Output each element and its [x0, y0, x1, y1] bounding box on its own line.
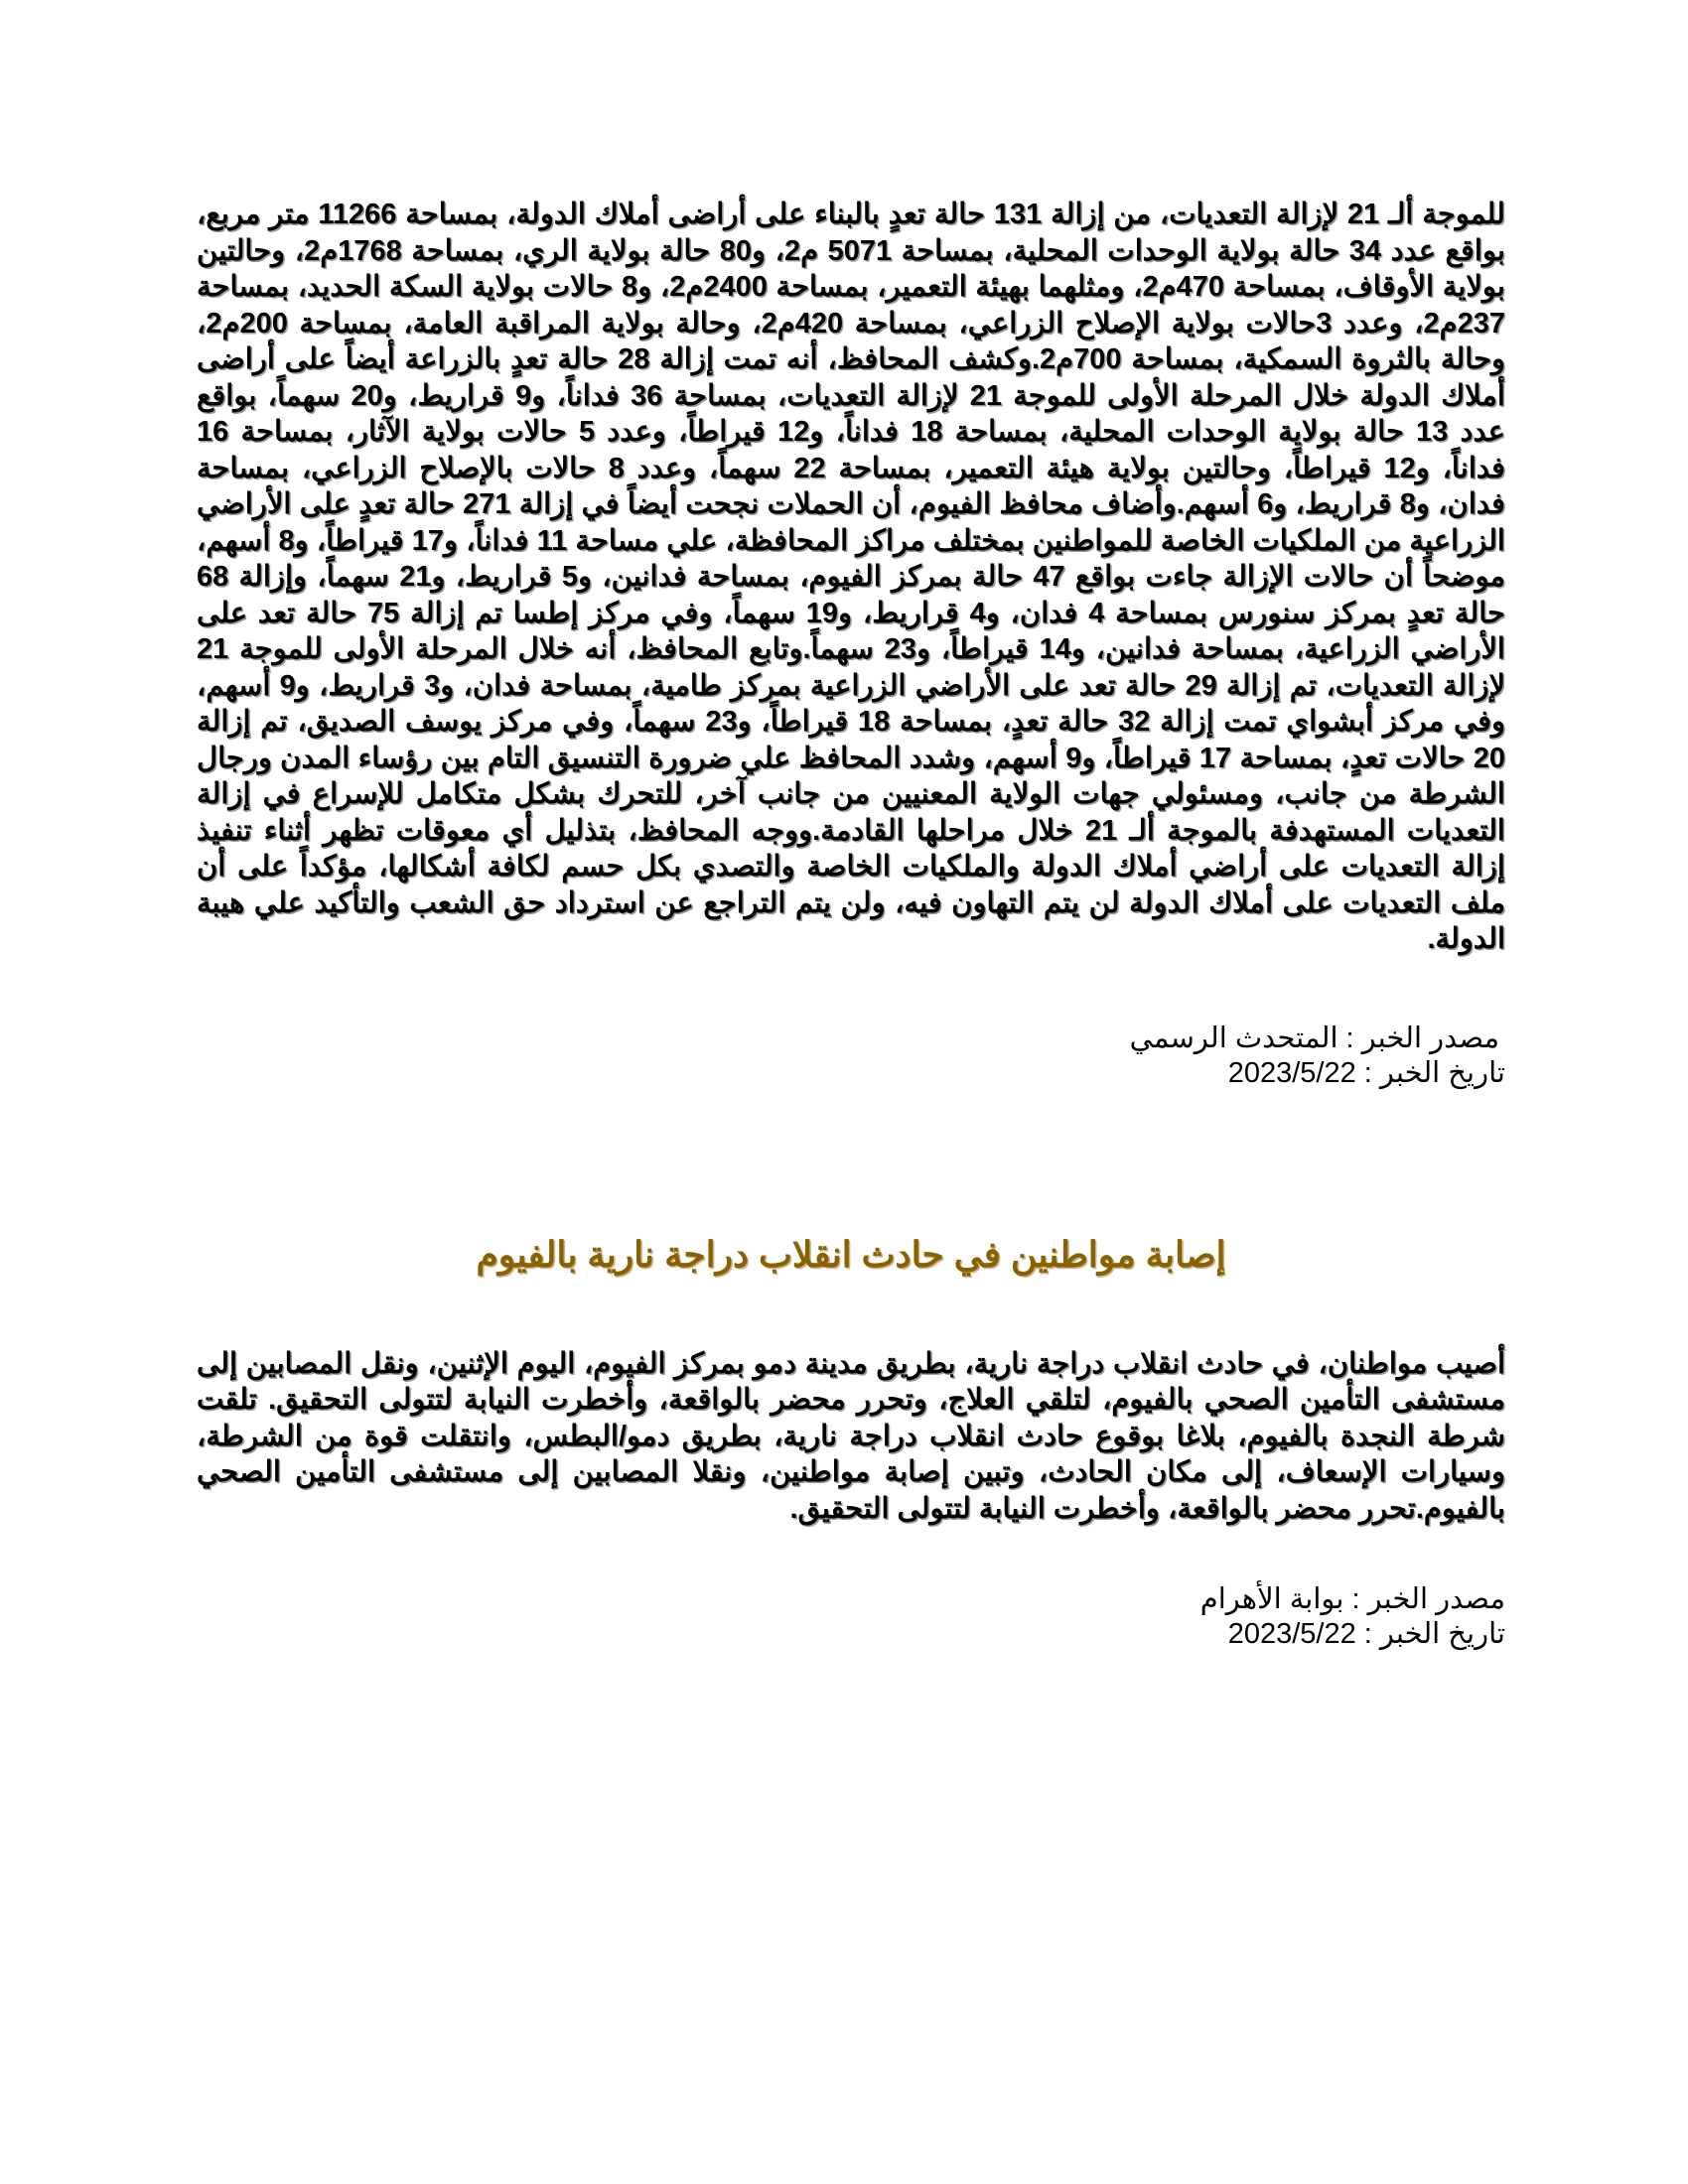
article-2-headline: إصابة مواطنين في حادث انقلاب دراجة نارية بالفيوم [476, 1233, 1226, 1275]
article-2-body: أصيب مواطنان، في حادث انقلاب دراجة نارية، بطريق مدينة دمو بمركز الفيوم، اليوم الإثنين، ونقل المصابين إلى مستشفى التأمين الصحي بالفيوم، لتلقي العلاج، وتحرر محضر بالواقعة، وأخطرت النيابة لتتولى التحقيق. تلقت شرطة النجدة بالفيوم، بلاغا بوقوع حادث انقلاب دراجة نارية، بطريق دمو/البطس، وانتقلت قوة من الشرطة، وسيارات الإسعاف، إلى مكان الحادث، وتبين إصابة مواطنين، ونقلا المصابين إلى مستشفى التأمين الصحي بالفيوم.تحرر محضر بالواقعة، وأخطرت النيابة لتتولى التحقيق. [197, 1347, 1505, 1525]
article-2-source: مصدر الخبر : بوابة الأهرام [1199, 1583, 1505, 1615]
article-1-source: مصدر الخبر : المتحدث الرسمي [1129, 1022, 1499, 1054]
article-1-date: تاريخ الخبر : 2023/5/22 [1227, 1056, 1505, 1089]
document-page [197, 197, 1505, 1652]
article-1-meta [197, 1022, 1505, 1091]
article-2-meta [197, 1582, 1505, 1652]
article-2-date: تاريخ الخبر : 2023/5/22 [1227, 1618, 1505, 1650]
article-1-body: للموجة ألـ 21 لإزالة التعديات، من إزالة 131 حالة تعدٍ بالبناء على أراضى أملاك الدولة، بمساحة 11266 متر مربع، بواقع عدد 34 حالة بولاية الوحدات المحلية، بمساحة 5071 م2، و80 حالة بولاية الري، بمساحة 1768م2، وحالتين بولاية الأوقاف، بمساحة 470م2، ومثلهما بهيئة التعمير، بمساحة 2400م2، و8 حالات بولاية السكة الحديد، بمساحة 237م2، وعدد 3حالات بولاية الإصلاح الزراعي، بمساحة 420م2، وحالة بولاية المراقبة العامة، بمساحة 200م2، وحالة بالثروة السمكية، بمساحة 700م2.وكشف المحافظ، أنه تمت إزالة 28 حالة تعدٍ بالزراعة أيضاً على أراضى أملاك الدولة خلال المرحلة الأولى للموجة 21 لإزالة التعديات، بمساحة 36 فداناً، و9 قراريط، و20 سهماً، بواقع عدد 13 حالة بولاية الوحدات المحلية، بمساحة 18 فداناً، و12 قيراطاً، وعدد 5 حالات بولاية الآثار، بمساحة 16 فداناً، و12 قيراطاً، وحالتين بولاية هيئة التعمير، بمساحة 22 سهماً، وعدد 8 حالات بالإصلاح الزراعي، بمساحة فدان، و8 قراريط، و6 أسهم.وأضاف محافظ الفيوم، أن الحملات نجحت أيضاً في إزالة 271 حالة تعدٍ على الأراضي الزراعية من الملكيات الخاصة للمواطنين بمختلف مراكز المحافظة، علي مساحة 11 فداناً، و17 قيراطاً، و8 أسهم، موضحاً أن حالات الإزالة جاءت بواقع 47 حالة بمركز الفيوم، بمساحة فدانين، و5 قراريط، و21 سهماً، وإزالة 68 حالة تعدٍ بمركز سنورس بمساحة 4 فدان، و4 قراريط، و19 سهماً، وفي مركز إطسا تم إزالة 75 حالة تعد على الأراضي الزراعية، بمساحة فدانين، و14 قيراطاً، و23 سهماً.وتابع المحافظ، أنه خلال المرحلة الأولى للموجة 21 لإزالة التعديات، تم إزالة 29 حالة تعد على الأراضي الزراعية بمركز طامية، بمساحة فدان، و3 قراريط، و9 أسهم، وفي مركز أبشواي تمت إزالة 32 حالة تعدٍ، بمساحة 18 قيراطاً، و23 سهماً، وفي مركز يوسف الصديق، تم إزالة 20 حالات تعدٍ، بمساحة 17 قيراطاً، و9 أسهم، وشدد المحافظ علي ضرورة التنسيق التام بين رؤساء المدن ورجال الشرطة من جانب، ومسئولي جهات الولاية المعنيين من جانب آخر، للتحرك بشكل متكامل للإسراع في إزالة التعديات المستهدفة بالموجة ألـ 21 خلال مراحلها القادمة.ووجه المحافظ، بتذليل أي معوقات تظهر أثناء تنفيذ إزالة التعديات على أراضي أملاك الدولة والملكيات الخاصة والتصدي بكل حسم لكافة أشكالها، مؤكداً على أن ملف التعديات على أملاك الدولة لن يتم التهاون فيه، ولن يتم التراجع عن استرداد حق الشعب والتأكيد علي هيبة الدولة. [197, 199, 1506, 955]
